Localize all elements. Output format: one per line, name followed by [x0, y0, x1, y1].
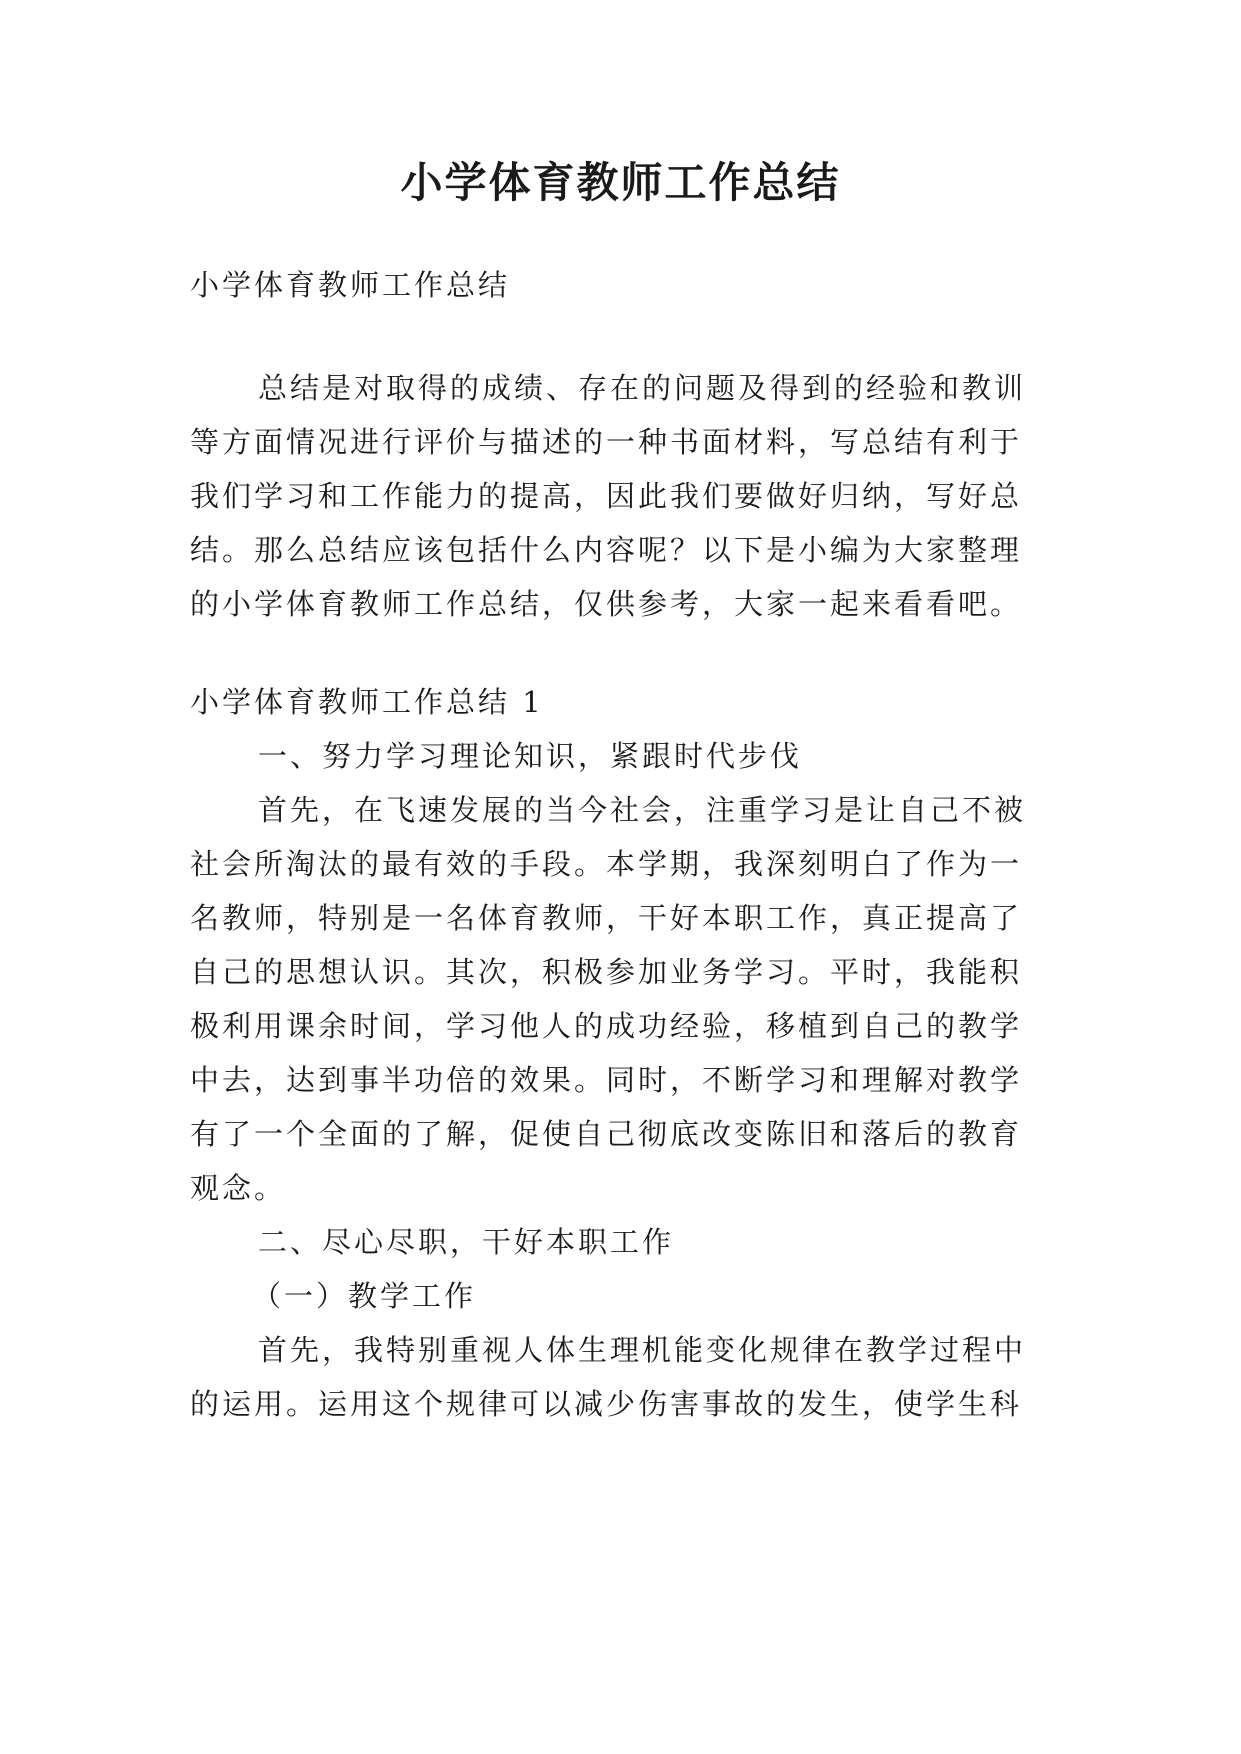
body-line: 自己的思想认识。其次，积极参加业务学习。平时，我能积	[190, 955, 1023, 989]
document-title: 小学体育教师工作总结	[400, 158, 841, 207]
body-line: 名教师，特别是一名体育教师，干好本职工作，真正提高了	[190, 901, 1023, 935]
body-line: 极利用课余时间，学习他人的成功经验，移植到自己的教学	[190, 1009, 1023, 1043]
body-line: 社会所淘汰的最有效的手段。本学期，我深刻明白了作为一	[190, 847, 1023, 881]
body-line: 中去，达到事半功倍的效果。同时，不断学习和理解对教学	[190, 1063, 1023, 1097]
document-subtitle: 小学体育教师工作总结	[190, 268, 511, 302]
body-line: 有了一个全面的了解，促使自己彻底改变陈旧和落后的教育	[190, 1117, 1023, 1151]
intro-line: 我们学习和工作能力的提高，因此我们要做好归纳，写好总	[190, 479, 1023, 513]
section-heading: 小学体育教师工作总结 1	[190, 685, 544, 719]
body-line: 首先，在飞速发展的当今社会，注重学习是让自己不被	[258, 793, 1027, 827]
body-line: 观念。	[190, 1171, 287, 1205]
part-heading: 一、努力学习理论知识，紧跟时代步伐	[258, 739, 803, 773]
intro-line: 等方面情况进行评价与描述的一种书面材料，写总结有利于	[190, 425, 1023, 459]
intro-line: 结。那么总结应该包括什么内容呢？以下是小编为大家整理	[190, 533, 1023, 567]
body-line: 的运用。运用这个规律可以减少伤害事故的发生，使学生科	[190, 1387, 1023, 1421]
sub-heading: （一）教学工作	[252, 1279, 477, 1313]
intro-line: 总结是对取得的成绩、存在的问题及得到的经验和教训	[258, 371, 1027, 405]
body-line: 首先，我特别重视人体生理机能变化规律在教学过程中	[258, 1333, 1027, 1367]
intro-line: 的小学体育教师工作总结，仅供参考，大家一起来看看吧。	[190, 587, 1023, 621]
part-heading: 二、尽心尽职，干好本职工作	[258, 1225, 675, 1259]
